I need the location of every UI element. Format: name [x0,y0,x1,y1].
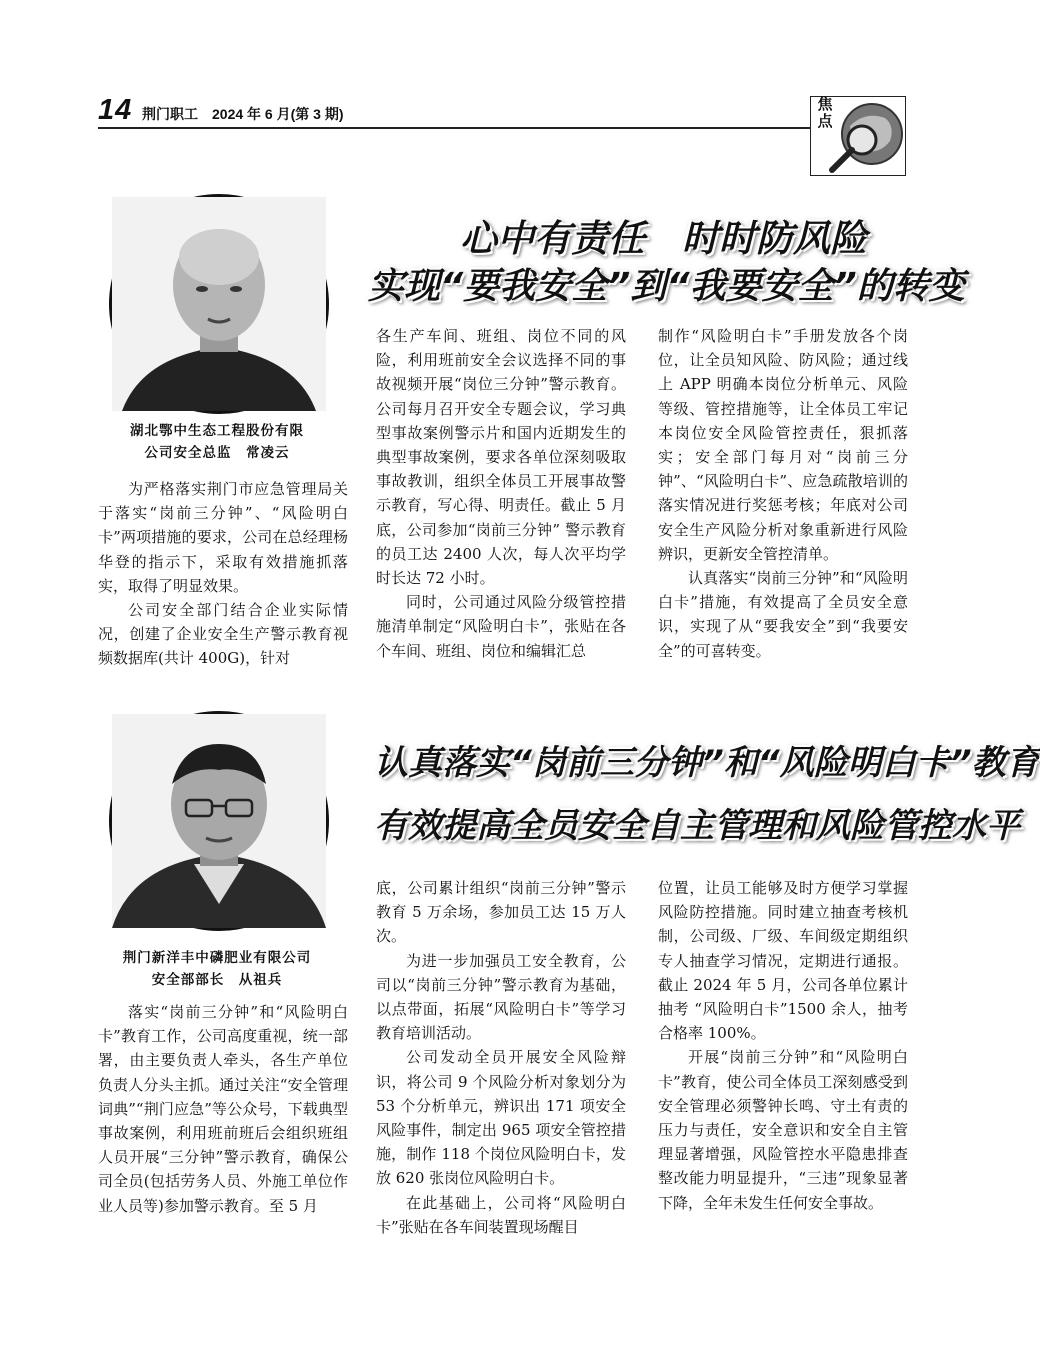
paragraph: 公司发动全员开展安全风险辩识，将公司 9 个风险分析对象划分为 53 个分析单元，辨识出 171 项安全风险事件，制定出 965 项安全管控措施，制作 118 个岗位风险明白卡，发放 620 张岗位风险明白卡。 [376,1048,626,1188]
paragraph: 同时，公司通过风险分级管控措施清单制定“风险明白卡”，张贴在各个车间、班组、岗位和编辑汇总 [376,593,626,660]
paragraph: 公司安全部门结合企业实际情况，创建了企业安全生产警示教育视频数据库(共计 400G)，针对 [98,601,348,668]
paragraph: 落实“岗前三分钟”和“风险明白卡”教育工作，公司高度重视，统一部署，由主要负责人牵头，各生产单位负责人分头主抓。通过关注“安全管理词典”“荆门应急”等公众号，下载典型事故案例，利用班前班后会组织班组人员开展“三分钟”警示教育，确保公司全员(包括劳务人员、外施工单位作业人员等)参加警示教育。至 5 月 [98,1003,348,1215]
author-caption-1 [95,420,339,464]
author-portrait-2 [109,711,329,931]
paragraph: 开展“岗前三分钟”和“风险明白卡”教育，使公司全体员工深刻感受到安全管理必须警钟长鸣、守土有责的压力与责任，安全意识和安全自主管理显著增强，风险管控水平隐患排查整改能力明显提升，“三违”现象显著下降，全年未发生任何安全事故。 [658,1048,908,1212]
paragraph: 底，公司累计组织“岗前三分钟”警示教育 5 万余场，参加员工达 15 万人次。 [376,879,626,946]
paragraph: 为严格落实荆门市应急管理局关于落实“岗前三分钟”、“风险明白卡”两项措施的要求，公司在总经理杨华登的指示下，采取有效措施抓落实，取得了明显效果。 [98,480,348,595]
article-2-column-2 [376,876,626,1239]
article-1-title-line-2: 实现“要我安全”到“我要安全”的转变 [368,266,965,307]
author-org: 荆门新洋丰中磷肥业有限公司 [122,950,312,966]
author-role: 公司安全总监 常凌云 [144,445,290,461]
paragraph: 位置，让员工能够及时方便学习掌握风险防控措施。同时建立抽查考核机制，公司级、厂级、车间级定期组织专人抽查学习情况，定期进行通报。截止 2024 年 5 月，公司各单位累计抽考 “风险明白卡”1500 余人，抽考合格率 100%。 [658,879,908,1043]
paragraph: 各生产车间、班组、岗位不同的风险，利用班前安全会议选择不同的事故视频开展“岗位三分钟”警示教育。公司每月召开安全专题会议，学习典型事故案例警示片和国内近期发生的典型事故案例，要求各单位深刻吸取事故教训，组织全体员工开展事故警示教育，写心得、明责任。截止 5 月底，公司参加“岗前三分钟” 警示教育的员工达 2400 人次，每人次平均学时长达 72 小时。 [376,327,626,588]
section-badge [810,96,906,176]
author-role: 安全部部长 从祖兵 [151,972,283,988]
paragraph: 为进一步加强员工安全教育，公司以“岗前三分钟”警示教育为基础，以点带面，拓展“风险明白卡”等学习教育培训活动。 [376,951,626,1043]
article-2-title-line-2: 有效提高全员安全自主管理和风险管控水平 [374,806,1020,846]
author-org: 湖北鄂中生态工程股份有限 [130,423,304,439]
person-photo-icon [112,197,326,411]
article-1-column-1 [98,477,348,671]
article-2-title-line-1: 认真落实“岗前三分钟”和“风险明白卡”教育 [374,743,1040,783]
page-number: 14 [98,94,133,126]
author-caption-2 [95,947,339,991]
section-badge-label: 焦点 [817,96,833,130]
journal-running-head: 荆门职工 2024 年 6 月(第 3 期) [142,106,344,122]
author-portrait-1 [109,194,329,414]
article-1-title-line-1: 心中有责任 时时防风险 [460,217,867,260]
article-2-column-3 [658,876,908,1215]
paragraph: 制作“风险明白卡”手册发放各个岗位，让全员知风险、防风险；通过线上 APP 明确本岗位分析单元、风险等级、管控措施等，让全体员工牢记本岗位安全风险管控责任，狠抓落实；安全部门每月对“岗前三分钟”、“风险明白卡”、应急疏散培训的落实情况进行奖惩考核；年底对公司安全生产风险分析对象重新进行风险辨识，更新安全管控清单。 [658,327,908,563]
paragraph: 在此基础上，公司将“风险明白卡”张贴在各车间装置现场醒目 [376,1193,626,1236]
article-1-column-2 [376,324,626,663]
header-rule [98,127,810,129]
person-photo-icon [112,714,326,928]
article-2-column-1 [98,1000,348,1218]
paragraph: 认真落实“岗前三分钟”和“风险明白卡”措施，有效提高了全员安全意识，实现了从“要我安全”到“我要安全”的可喜转变。 [658,569,908,660]
article-1-column-3 [658,324,908,663]
